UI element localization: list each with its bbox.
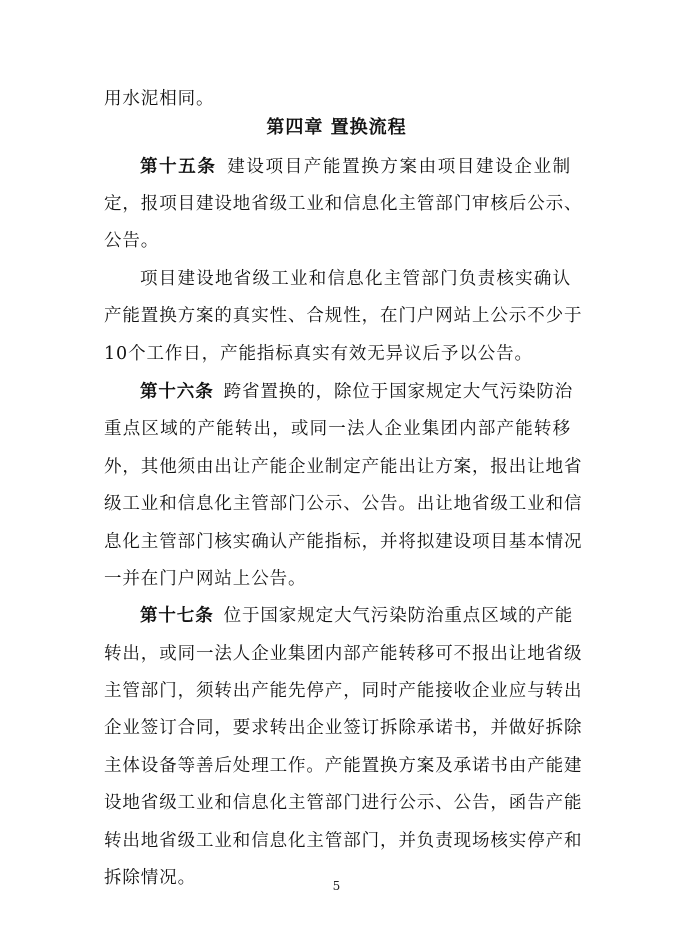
article-text: 位于国家规定大气污染防治重点区域的产能 [223, 606, 574, 626]
article-15-line-1 [140, 155, 571, 179]
article-16-line-2: 重点区域的产能转出，或同一法人企业集团内部产能转移 [104, 419, 571, 439]
article-16-line-4: 级工业和信息化主管部门公示、公告。出让地省级工业和信 [104, 494, 583, 514]
article-number: 第十五条 [140, 157, 217, 177]
page-number: 5 [332, 879, 341, 893]
article-17-line-2: 转出，或同一法人企业集团内部产能转移可不报出让地省级 [104, 644, 583, 664]
article-17-line-1 [140, 604, 574, 628]
article-17-line-7: 转出地省级工业和信息化主管部门，并负责现场核实停产和 [104, 831, 583, 851]
article-number: 第十六条 [140, 382, 214, 402]
article-number: 第十七条 [140, 606, 214, 626]
article-17-line-4: 企业签订合同，要求转出企业签订拆除承诺书，并做好拆除 [104, 718, 583, 738]
article-16-line-3: 外，其他须由出让产能企业制定产能出让方案，报出让地省 [104, 457, 583, 477]
paragraph-line-3: 10个工作日，产能指标真实有效无异议后予以公告。 [104, 344, 533, 364]
article-16-line-6: 一并在门户网站上公告。 [104, 569, 307, 589]
article-text: 跨省置换的，除位于国家规定大气污染防治 [223, 382, 574, 402]
article-15-line-3: 公告。 [104, 231, 160, 251]
article-17-line-8: 拆除情况。 [104, 868, 196, 888]
article-16-line-1 [140, 380, 574, 404]
article-16-line-5: 息化主管部门核实确认产能指标，并将拟建设项目基本情况 [104, 532, 583, 552]
paragraph-line-1: 项目建设地省级工业和信息化主管部门负责核实确认 [140, 269, 571, 289]
article-17-line-6: 设地省级工业和信息化主管部门进行公示、公告，函告产能 [104, 793, 583, 813]
article-15-line-2: 定，报项目建设地省级工业和信息化主管部门审核后公示、 [104, 194, 583, 214]
article-17-line-3: 主管部门，须转出产能先停产，同时产能接收企业应与转出 [104, 681, 583, 701]
article-17-line-5: 主体设备等善后处理工作。产能置换方案及承诺书由产能建 [104, 756, 583, 776]
paragraph-line-2: 产能置换方案的真实性、合规性，在门户网站上公示不少于 [104, 306, 583, 326]
continued-text: 用水泥相同。 [104, 89, 215, 109]
article-text: 建设项目产能置换方案由项目建设企业制 [226, 157, 571, 177]
chapter-title: 第四章 置换流程 [266, 117, 407, 138]
